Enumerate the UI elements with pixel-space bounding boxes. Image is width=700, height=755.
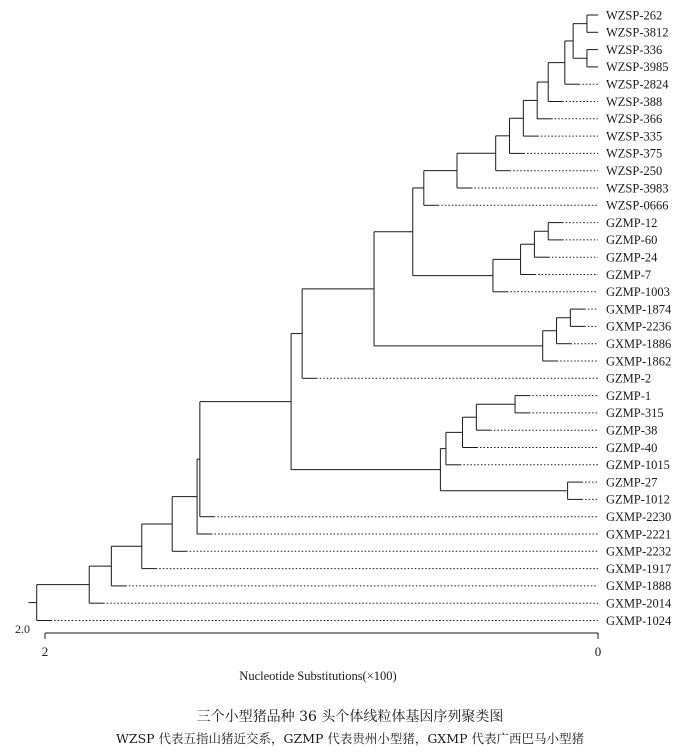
leaf-label: GZMP-38 [606,423,658,438]
leaf-label: GXMP-1862 [606,354,672,369]
leaf-label: GZMP-1015 [606,458,670,473]
leaf-label: WZSP-335 [606,129,663,144]
leaf-label: GZMP-12 [606,215,658,230]
leaf-labels [606,8,672,628]
leaf-label: GXMP-2221 [606,527,672,542]
leaf-label: WZSP-250 [606,164,663,178]
leaf-label: GZMP-2 [606,371,652,386]
leaf-label: GZMP-60 [606,233,658,248]
tree-branches [28,15,598,621]
leaf-label: WZSP-3983 [606,181,669,196]
leaf-label: GXMP-1024 [606,613,672,628]
leaf-label: GXMP-2230 [606,510,672,524]
axis-title: Nucleotide Substitutions(×100) [239,669,397,683]
axis-tick-label-0: 0 [594,644,602,659]
leaf-label: GZMP-7 [606,267,652,282]
leaf-label: WZSP-3985 [606,60,669,75]
leaf-label: GZMP-27 [606,475,658,490]
leaf-label: WZSP-336 [606,42,663,57]
leaf-label: WZSP-388 [606,94,663,109]
leaf-label: GXMP-1917 [606,561,672,576]
figure-caption-title: 三个小型猪品种 36 头个体线粒体基因序列聚类图 [196,709,504,725]
distance-axis [15,622,601,683]
leaf-label: WZSP-2824 [606,77,669,92]
leaf-label: GXMP-1888 [606,579,672,594]
leaf-label: GXMP-1886 [606,337,672,351]
leaf-label: WZSP-375 [606,146,663,161]
leaf-label: WZSP-0666 [606,198,669,213]
leaf-label: GZMP-1 [606,388,652,403]
leaf-label: WZSP-366 [606,112,663,127]
axis-tick-label-2: 2 [41,644,49,659]
scale-label: 2.0 [15,622,30,636]
leaf-label: GZMP-24 [606,250,658,265]
figure-caption-note: WZSP 代表五指山猪近交系，GZMP 代表贵州小型猪，GXMP 代表广西巴马小型猪 [116,731,584,746]
leaf-label: GXMP-1874 [606,302,672,317]
leaf-label: GXMP-2232 [606,544,672,559]
leaf-label: GZMP-315 [606,406,664,421]
leaf-label: WZSP-262 [606,8,663,23]
leaf-label: WZSP-3812 [606,25,669,40]
leaf-label: GXMP-2014 [606,596,672,611]
leaf-label: GZMP-1012 [606,492,670,507]
leaf-label: GZMP-1003 [606,285,670,300]
leaf-label: GXMP-2236 [606,319,672,334]
leaf-label: GZMP-40 [606,440,658,455]
